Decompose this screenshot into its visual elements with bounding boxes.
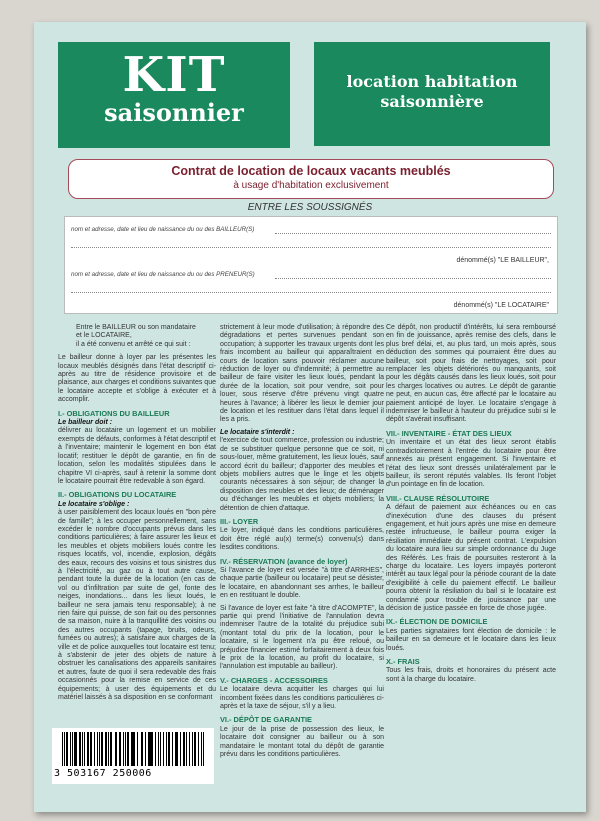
section-heading: IV.- RÉSERVATION (avance de loyer): [220, 556, 348, 566]
paragraph: l'exercice de tout commerce, profession ou industrie; de se substituer quelque personne que ce soit, ni sous-louer, même gratuitement, les lieux loués, sauf accord écrit du bailleur; d'apporter des meubles et objets mobiliers autres que le linge et les objets courants nécessaires à son séjour; de changer la disposition des meubles et des lieux; de déménager ou d'échanger les meubles et objets mobiliers; la détention de chien d'attaque.: [220, 437, 384, 512]
section-heading: X.- FRAIS: [386, 657, 420, 667]
column-3: [386, 324, 556, 688]
paragraph: Un inventaire et un état des lieux seront établis contradictoirement à l'entrée du locataire pour être annexés au présent engagement. Si l'inventaire et l'état des lieux sont dressés unilatéralement par le bailleur, ils seront réputés valables. Ils feront l'objet d'un pointage en fin de location.: [386, 439, 556, 489]
paragraph: Le bailleur donne à loyer par les présentes les locaux meublés désignés dans l'état descriptif ci-après au titre de résidence provisoire et de plaisance, aux charges et conditions suivantes que le locataire accepte et s'oblige à exécuter et à accomplir.: [58, 354, 216, 404]
barcode-bars: [62, 732, 206, 766]
preneur-field-line[interactable]: [275, 278, 551, 279]
barcode-number: 3 503167 250006: [54, 768, 152, 779]
kit-header-block: [58, 42, 290, 148]
preneur-field-line[interactable]: [71, 292, 551, 293]
section-heading: II.- OBLIGATIONS DU LOCATAIRE: [58, 490, 177, 500]
contract-title-box: [68, 159, 554, 199]
paragraph: Le jour de la prise de possession des lieux, le locataire doit consigner au bailleur ou à son mandataire le montant total du dépôt de garantie prévu dans les conditions particulières.: [220, 725, 384, 759]
entre-les-soussignes: ENTRE LES SOUSSIGNÉS: [247, 202, 373, 213]
paragraph: A défaut de paiement aux échéances ou en cas d'inexécution d'une des clauses du présent engagement, et huit jours après une mise en demeure restée infructueuse, le bailleur pourra exiger la résiliation immédiate du présent contrat. L'expulsion du locataire aura lieu sur simple ordonnance du Juge des Référés. Les frais de poursuites resteront à la charge du locataire. Les loyers impayés porteront intérêt au taux légal pour la période courant de la date d'exigibilité à celle du paiement effectif. Le bailleur pourra obtenir la résiliation du bail si le locataire est condamné pour trouble de jouissance par une décision de justice passée en force de chose jugée.: [386, 504, 556, 612]
intro-line: Entre le BAILLEUR ou son mandataire: [76, 324, 196, 331]
paragraph: Si l'avance de loyer est versée "à titre d'ARRHES", chaque partie (bailleur ou locataire) peut se désister, le locataire, en abandonnant ses arrhes, le bailleur en en restituant le double.: [220, 566, 384, 600]
document-sheet: [34, 22, 586, 812]
parties-form: [64, 216, 558, 314]
paragraph: Le loyer, indiqué dans les conditions particulières, doit être réglé au(x) terme(s) convenu(s) dans lesdites conditions.: [220, 527, 384, 552]
paragraph: Les parties signataires font élection de domicile : le bailleur en sa demeure et le locataire dans les lieux loués.: [386, 627, 556, 652]
intro-text: [58, 324, 216, 349]
intro-line: et le LOCATAIRE,: [76, 332, 132, 340]
preneur-label: nom et adresse, date et lieu de naissance du ou des PRENEUR(S): [71, 271, 255, 278]
location-header-block: [314, 42, 550, 146]
section-heading: V.- CHARGES - ACCESSOIRES: [220, 675, 328, 685]
paragraph: à user paisiblement des locaux loués en "bon père de famille"; à les occuper personnellement, sans excéder le nombre d'occupants prévus dans les conditions particulières; à faire assurer les lieux et les meubles et objets mobiliers loués contre les risques locatifs, vol, incendie, explosion, dégâts des eaux, recours des voisins et tous sinistres dus à l'électricité, au gaz ou à tout autre cause, pendant toute la durée de la location (en cas de vol ou d'infiltration par suite de gel, fonte des neiges, inondations... dans les lieux loués, le bailleur ne sera jamais tenu responsable); à ne rien faire qui puisse, de son fait ou des personnes de sa maison, nuire à la tranquillité des voisins ou des autres occupants (tapage, bruits, odeurs, fumées ou autres); à satisfaire aux charges de la ville et de police auxquelles tout locataire est tenu; à s'abstenir de jeter des objets de nature à obstruer les canalisations des appareils sanitaires et autres, faute de quoi il sera redevable des frais occasionnés pour la remise en service de ces équipements; à user des équipements et du matériel laissés à sa disposition en se conformant: [58, 509, 216, 702]
location-title-line1: location habitation: [346, 72, 518, 91]
column-1: [58, 324, 216, 706]
paragraph: délivrer au locataire un logement et un mobilier exempts de défauts, conformes à l'état descriptif et à l'inventaire; maintenir le logement en bon état locatif; restituer le dépôt de garantie, en fin de location, selon les modalités stipulées dans le chapitre VI ci-après, sauf à retenir la somme dont le locataire pourrait être redevable à son égard.: [58, 427, 216, 485]
intro-line: il a été convenu et arrêté ce qui suit :: [76, 340, 191, 348]
section-heading: VII.- INVENTAIRE - ÉTAT DES LIEUX: [386, 428, 512, 438]
contract-subtitle: à usage d'habitation exclusivement: [233, 180, 389, 191]
paragraph: Ce dépôt, non productif d'intérêts, lui sera remboursé en fin de jouissance, après remise des clefs, dans le plus bref délai, et, au plus tard, un mois après, sous déduction des sommes qui pourraient être dues au bailleur, soit pour frais de nettoyages, soit pour remplacer les objets détériorés ou manquants, soit pour les dégâts causés dans les lieux loués, soit pour les charges locatives ou autres. Le dépôt de garantie ne peut, en aucun cas, être affecté par le locataire au paiement anticipé de loyer. Le locataire s'engage à indemniser le bailleur à hauteur du préjudice subi si le dépôt s'avérait insuffisant.: [386, 324, 556, 424]
kit-subtitle: saisonnier: [104, 98, 244, 127]
bailleur-label: nom et adresse, date et lieu de naissance du ou des BAILLEUR(S): [71, 226, 255, 233]
paragraph: Tous les frais, droits et honoraires du présent acte sont à la charge du locataire.: [386, 667, 556, 683]
preneur-denomination: dénommé(s) "LE LOCATAIRE": [453, 302, 549, 309]
paragraph: Si l'avance de loyer est faite "à titre d'ACOMPTE", la partie qui prend l'initiative de l'annulation devra indemniser l'autre de la totalité du préjudice subi (montant total du prix de la location, pour le locataire, si le logement n'a pu être reloué, ou préjudice financier estimé forfaitairement à deux fois le prix de la location, au profit du locataire, si l'annulation est imputable au bailleur).: [220, 604, 384, 671]
bailleur-field-line[interactable]: [71, 247, 551, 248]
section-subheading: Le bailleur doit :: [58, 419, 113, 427]
column-2: [220, 324, 384, 764]
section-subheading: Le locataire s'oblige :: [58, 500, 130, 508]
location-title-line2: saisonnière: [380, 92, 484, 111]
section-heading: I.- OBLIGATIONS DU BAILLEUR: [58, 408, 170, 418]
section-heading: VIII.- CLAUSE RÉSOLUTOIRE: [386, 493, 490, 503]
section-heading: VI.- DÉPÔT DE GARANTIE: [220, 715, 312, 725]
section-heading: IX.- ÉLECTION DE DOMICILE: [386, 617, 488, 627]
paragraph: strictement à leur mode d'utilisation; à répondre des dégradations et pertes survenues pendant son occupation; à supporter les travaux urgents dont les frais incombent au bailleur qui apparaîtraient en cours de location sans pouvoir réclamer aucune réduction de loyer ou d'indemnité; à permettre au bailleur de faire visiter les lieux loués, pendant la durée de la location, soit pour vendre, soit pour louer, sous réserve d'être prévenu vingt quatre heures à l'avance; à libérer les lieux le dernier jour de location et les restituer dans l'état dans lequel il les a pris.: [220, 324, 384, 424]
barcode: [52, 728, 214, 784]
bailleur-field-line[interactable]: [275, 233, 551, 234]
kit-title: KIT: [122, 47, 226, 103]
barcode-gap: [204, 732, 206, 766]
section-heading: III.- LOYER: [220, 516, 259, 526]
section-subheading: Le locataire s'interdit :: [220, 428, 295, 436]
contract-title: Contrat de location de locaux vacants meublés: [171, 164, 451, 178]
bailleur-denomination: dénommé(s) "LE BAILLEUR",: [456, 257, 549, 264]
paragraph: Le locataire devra acquitter les charges qui lui incombent fixées dans les conditions particulières ci-après et la taxe de séjour, s'il y a lieu.: [220, 686, 384, 711]
